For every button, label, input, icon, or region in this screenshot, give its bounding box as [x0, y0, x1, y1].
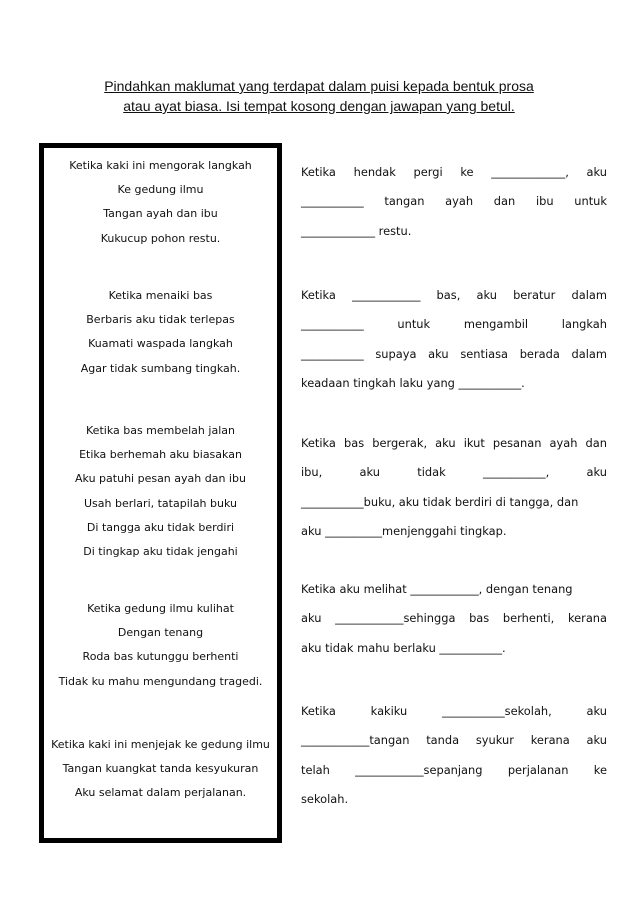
- prose-line: [301, 281, 607, 310]
- prose-word: kerana: [530, 733, 570, 748]
- blank-word: ____________: [352, 288, 421, 302]
- poem-line: Agar tidak sumbang tingkah.: [80, 361, 241, 375]
- prose-word: dan: [585, 436, 607, 450]
- poem-line: Berbaris aku tidak terlepas: [86, 313, 235, 327]
- prose-word: Ketika: [301, 165, 336, 179]
- prose-word: aku: [435, 436, 456, 450]
- prose-line: [301, 726, 607, 755]
- prose-line: [301, 340, 607, 369]
- prose-paragraph-5: [301, 697, 607, 814]
- prose-line: [301, 217, 607, 246]
- poem-line: Kukucup pohon restu.: [100, 231, 221, 245]
- prose-word: aku: [301, 611, 322, 626]
- prose-line: [301, 158, 607, 187]
- prose-word: untuk: [397, 317, 431, 332]
- prose-word: bas: [469, 611, 490, 626]
- prose-line: [301, 756, 607, 785]
- prose-word: aku: [586, 165, 607, 179]
- prose-word: langkah: [561, 317, 607, 332]
- poem-line: Ketika menaiki bas: [108, 289, 213, 302]
- prose-line: [301, 604, 607, 633]
- prose-paragraph-1: [301, 158, 607, 246]
- blank-word: aku __________menjenggahi tingkap.: [301, 523, 507, 538]
- prose-word: aku: [428, 346, 449, 361]
- prose-word: aku: [586, 465, 607, 480]
- prose-word: pesanan: [492, 436, 542, 450]
- prose-line: [301, 458, 607, 487]
- prose-paragraph-3: [301, 429, 607, 546]
- poem-line: Ke gedung ilmu: [117, 183, 204, 197]
- poem-line: Roda bas kutunggu berhenti: [82, 650, 239, 664]
- prose-word: ibu,: [301, 465, 323, 480]
- prose-word: mengambil: [463, 317, 529, 332]
- prose-word: telah: [301, 762, 330, 777]
- prose-word: Ketika: [301, 704, 336, 718]
- prose-word: hendak: [353, 165, 396, 179]
- poem-line: Di tangga aku tidak berdiri: [86, 520, 235, 534]
- blank-word: ____________sehingga: [335, 611, 456, 626]
- blank-word: _____________,: [491, 165, 569, 179]
- blank-word: ___________: [301, 317, 364, 332]
- prose-word: beratur: [513, 288, 556, 302]
- prose-word: perjalanan: [507, 762, 569, 777]
- prose-word: ke: [593, 762, 607, 777]
- blank-word: ___________buku, aku tidak berdiri di tangga, dan: [301, 494, 579, 509]
- poem-line: Tidak ku mahu mengundang tragedi.: [58, 674, 263, 688]
- prose-word: pergi: [413, 165, 443, 179]
- prose-word: ibu: [535, 194, 554, 209]
- prose-word: aku: [586, 704, 607, 718]
- poem-box: [39, 143, 282, 843]
- prose-word: berada: [519, 346, 560, 361]
- prose-word: syukur: [475, 733, 514, 748]
- poem-line: Ketika gedung ilmu kulihat: [87, 602, 234, 615]
- prose-word: tanda: [426, 733, 460, 748]
- blank-word: _____________ restu.: [301, 223, 412, 238]
- prose-line: [301, 369, 607, 398]
- prose-line: [301, 429, 607, 458]
- prose-word: ke: [460, 165, 474, 179]
- poem-line: Tangan ayah dan ibu: [103, 207, 218, 221]
- poem-line: Tangan kuangkat tanda kesyukuran: [62, 762, 259, 776]
- poem-line: Ketika bas membelah jalan: [86, 424, 235, 437]
- poem-line: Aku patuhi pesan ayah dan ibu: [75, 472, 246, 486]
- poem-stanza-2: [44, 284, 277, 381]
- prose-line: [301, 697, 607, 726]
- prose-word: dan: [493, 194, 516, 209]
- prose-paragraph-4: [301, 575, 607, 663]
- poem-stanza-5: [44, 733, 277, 806]
- prose-word: ayah: [549, 436, 578, 450]
- prose-line: [301, 187, 607, 216]
- blank-word: ____________tangan: [301, 733, 410, 748]
- instruction-line-1: Pindahkan maklumat yang terdapat dalam puisi kepada bentuk prosa: [104, 78, 534, 94]
- poem-stanza-4: [44, 597, 277, 694]
- prose-line: [301, 488, 607, 517]
- prose-paragraph-2: [301, 281, 607, 398]
- prose-word: ayah: [445, 194, 474, 209]
- instruction-title: [60, 76, 578, 116]
- poem-stanza-3: [44, 419, 277, 564]
- prose-word: tangan: [384, 194, 425, 209]
- prose-word: sekolah.: [301, 791, 349, 806]
- prose-word: aku: [359, 465, 380, 480]
- prose-word: bergerak,: [372, 436, 428, 450]
- blank-word: Ketika aku melihat ____________, dengan tenang: [301, 582, 573, 596]
- poem-line: Dengan tenang: [117, 626, 204, 640]
- blank-word: ___________sekolah,: [442, 704, 552, 718]
- blank-word: ____________sepanjang: [355, 762, 483, 777]
- blank-word: ___________: [301, 346, 364, 361]
- poem-line: Aku selamat dalam perjalanan.: [74, 786, 247, 800]
- poem-stanza-1: [44, 154, 277, 251]
- prose-word: aku: [476, 288, 497, 302]
- prose-word: kerana: [567, 611, 607, 626]
- prose-word: dalam: [571, 346, 607, 361]
- poem-line: Usah berlari, tatapilah buku: [83, 496, 237, 510]
- prose-word: bas: [344, 436, 365, 450]
- prose-word: Ketika: [301, 436, 336, 450]
- prose-word: ikut: [463, 436, 485, 450]
- prose-line: [301, 575, 607, 604]
- blank-word: ___________,: [482, 465, 550, 480]
- poem-line: Ketika kaki ini menjejak ke gedung ilmu: [51, 738, 270, 751]
- prose-word: dalam: [571, 288, 607, 302]
- prose-word: berhenti,: [502, 611, 555, 626]
- poem-line: Kuamati waspada langkah: [88, 337, 233, 351]
- blank-word: ___________: [301, 194, 364, 209]
- poem-line: Etika berhemah aku biasakan: [79, 448, 242, 462]
- prose-word: untuk: [574, 194, 607, 209]
- poem-line: Ketika kaki ini mengorak langkah: [69, 159, 252, 172]
- prose-word: kakiku: [370, 704, 408, 718]
- prose-word: aku: [586, 733, 607, 748]
- prose-word: tidak: [417, 465, 446, 480]
- prose-line: [301, 310, 607, 339]
- prose-word: bas,: [436, 288, 461, 302]
- instruction-line-2: atau ayat biasa. Isi tempat kosong dengan jawapan yang betul.: [123, 98, 515, 114]
- poem-line: Di tingkap aku tidak jengahi: [83, 544, 238, 558]
- blank-word: keadaan tingkah laku yang ___________.: [301, 375, 525, 390]
- prose-word: supaya: [375, 346, 417, 361]
- prose-line: [301, 517, 607, 546]
- prose-word: sentiasa: [460, 346, 508, 361]
- prose-line: [301, 634, 607, 663]
- prose-word: Ketika: [301, 288, 336, 302]
- blank-word: aku tidak mahu berlaku ___________.: [301, 640, 506, 655]
- prose-line: [301, 785, 607, 814]
